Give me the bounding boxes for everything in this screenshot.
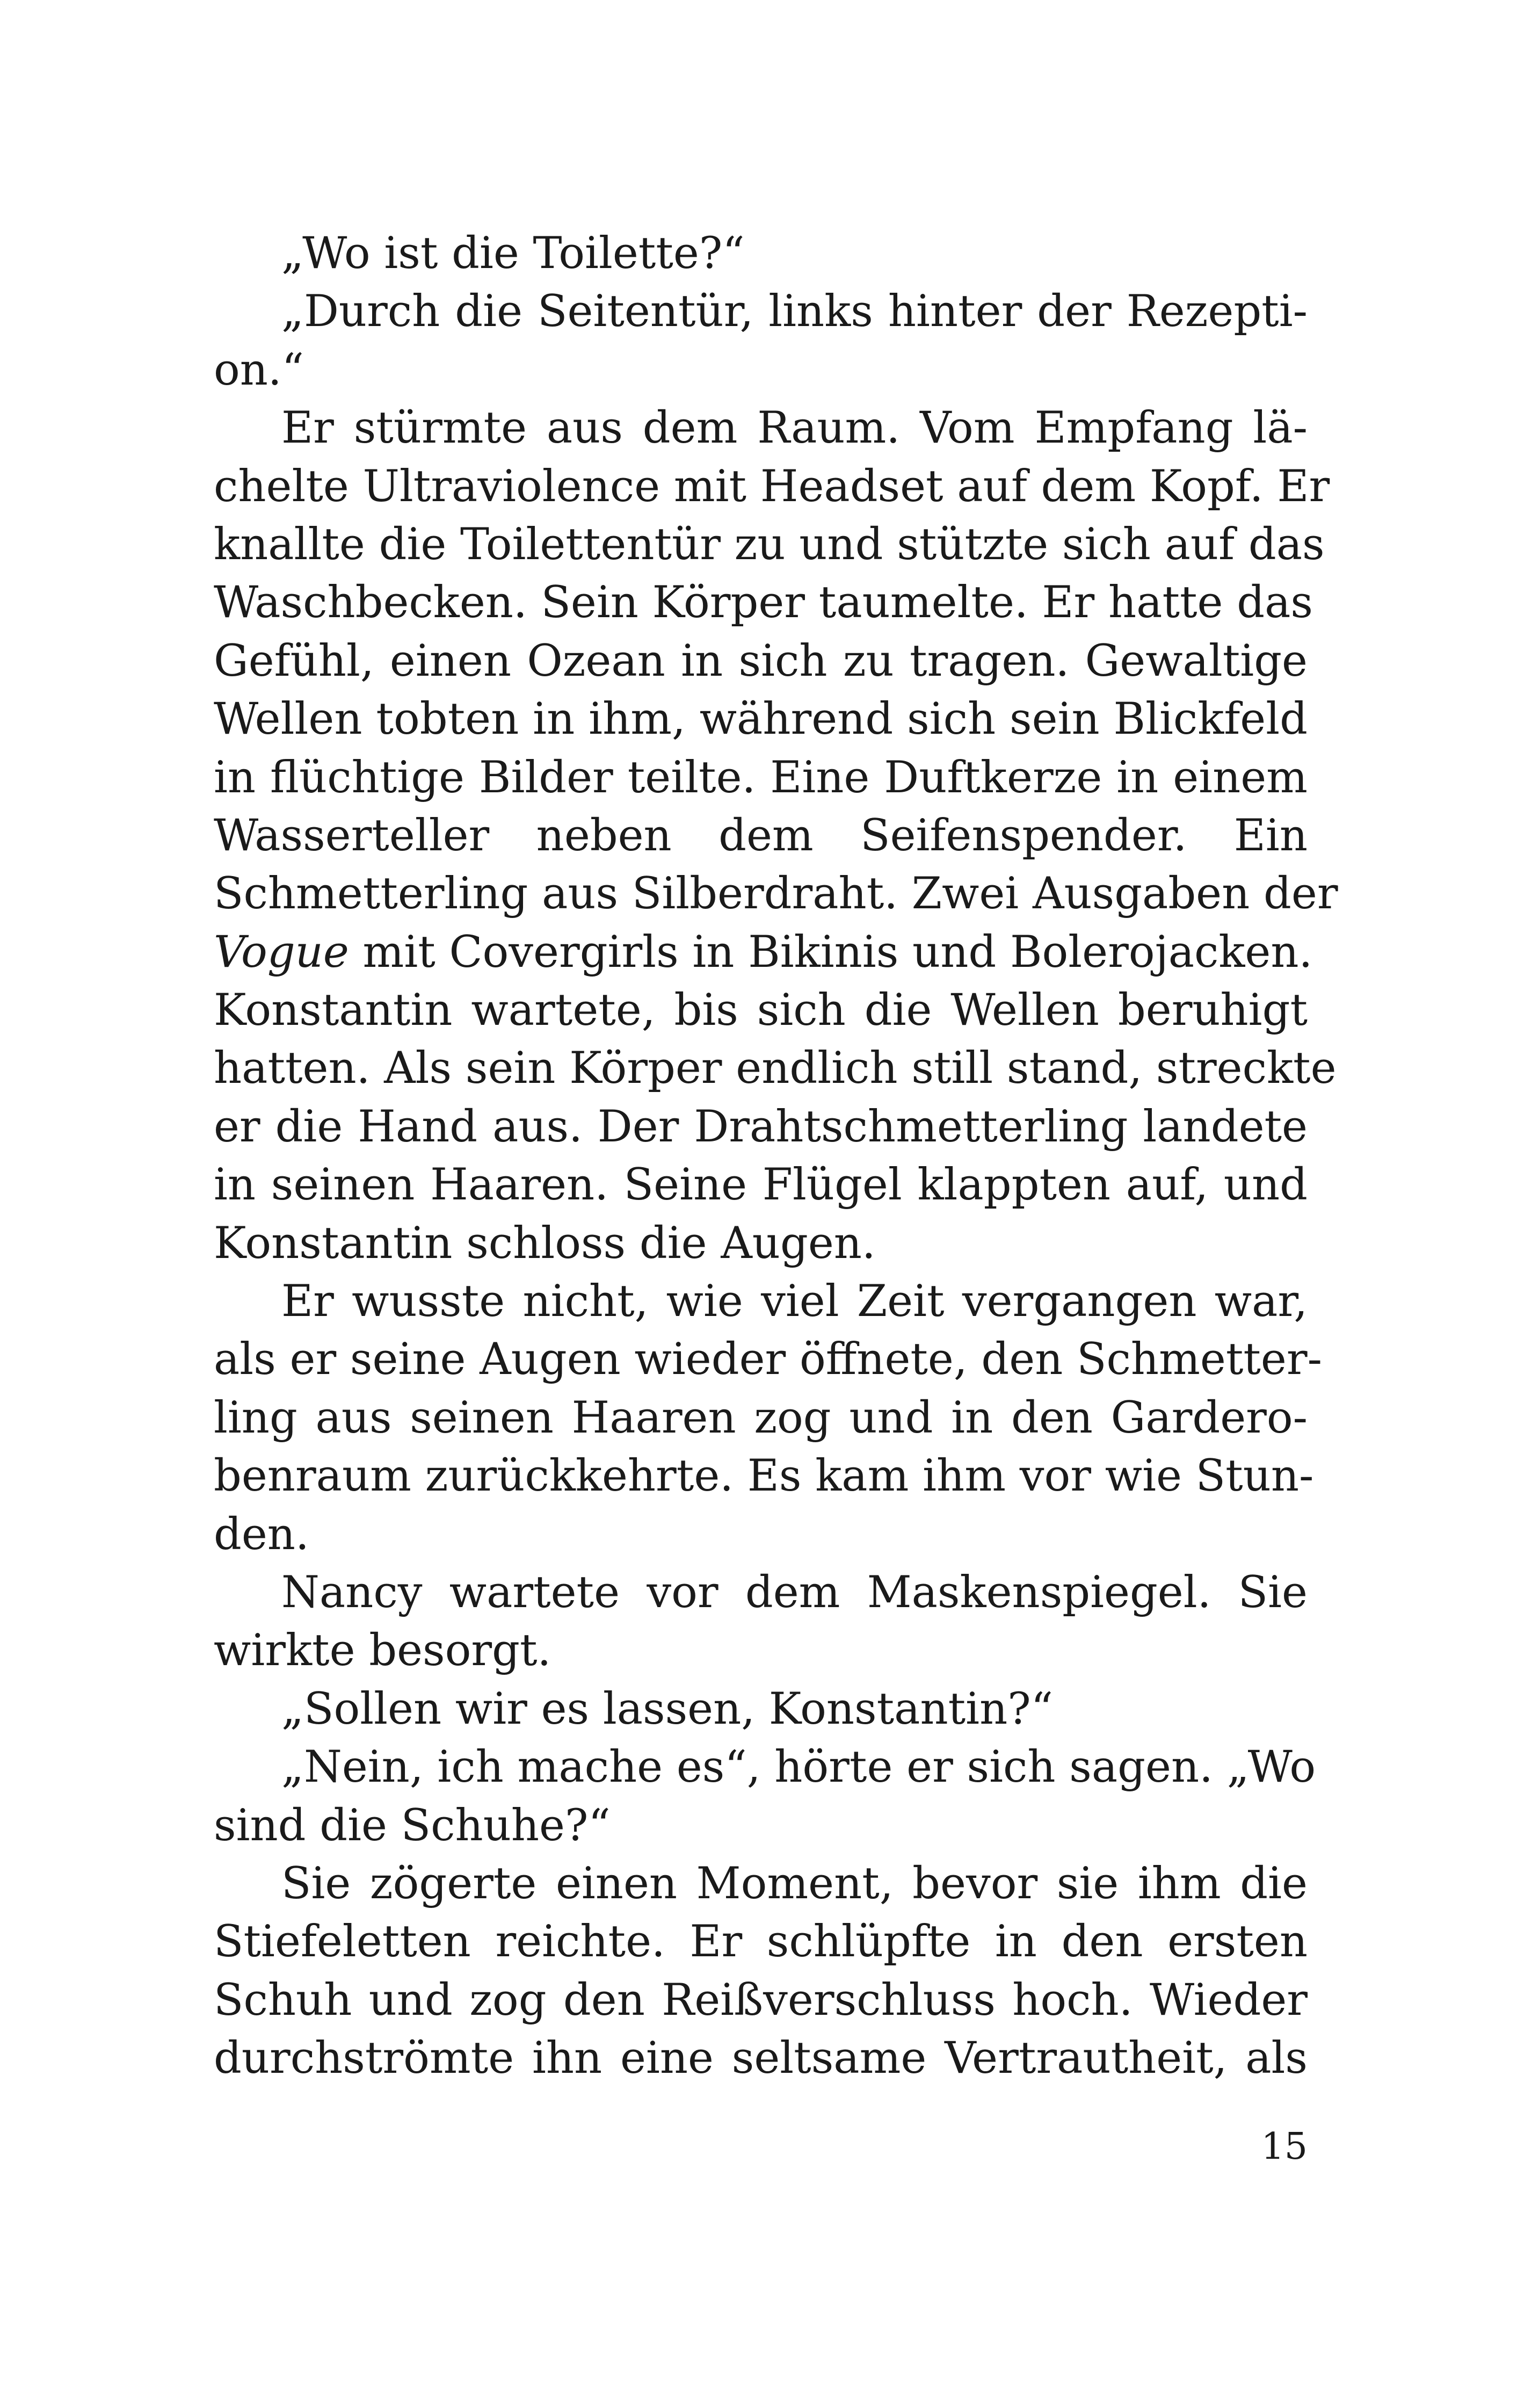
text-line: chelte Ultraviolence mit Headset auf dem Kopf. Er <box>214 461 1330 512</box>
text-line: in flüchtige Bilder teilte. Eine Duftkerze in einem <box>214 752 1308 803</box>
italic-title: Vogue <box>214 927 349 978</box>
text-line: Schmetterling aus Silberdraht. Zwei Ausgaben der <box>214 869 1338 920</box>
text-line: knallte die Toilettentür zu und stützte sich auf das <box>214 519 1325 570</box>
text-line: „Wo ist die Toilette?“ <box>281 228 745 279</box>
text-line: Wellen tobten in ihm, während sich sein Blickfeld <box>214 694 1308 745</box>
text-line: Waschbecken. Sein Körper taumelte. Er hatte das <box>214 577 1313 628</box>
text-line: hatten. Als sein Körper endlich still stand, streckte <box>214 1043 1337 1094</box>
text-line: Stiefeletten reichte. Er schlüpfte in den ersten <box>214 1917 1308 1968</box>
text-line: „Nein, ich mache es“, hörte er sich sagen. „Wo <box>281 1742 1316 1793</box>
text-line: „Sollen wir es lassen, Konstantin?“ <box>281 1683 1054 1734</box>
text-line: Wasserteller neben dem Seifenspender. Ein <box>214 810 1308 861</box>
text-line: on.“ <box>214 344 304 395</box>
text-line: er die Hand aus. Der Drahtschmetterling landete <box>214 1101 1308 1152</box>
text-line: Konstantin schloss die Augen. <box>214 1218 876 1269</box>
text-line: Sie zögerte einen Moment, bevor sie ihm die <box>281 1858 1308 1909</box>
text-line: Er wusste nicht, wie viel Zeit vergangen war, <box>281 1276 1308 1327</box>
page-number: 15 <box>1261 2125 1308 2168</box>
text-line: benraum zurückkehrte. Es kam ihm vor wie Stun- <box>214 1451 1314 1502</box>
text-line: Nancy wartete vor dem Maskenspiegel. Sie <box>281 1567 1308 1618</box>
body-text <box>214 225 1338 2088</box>
text-line: als er seine Augen wieder öffnete, den Schmetter- <box>214 1334 1322 1385</box>
text-line: „Durch die Seitentür, links hinter der Rezepti- <box>281 286 1308 337</box>
line-text: mit Covergirls in Bikinis und Bolerojacken. <box>362 927 1313 978</box>
text-line: Konstantin wartete, bis sich die Wellen beruhigt <box>214 985 1308 1036</box>
text-line: sind die Schuhe?“ <box>214 1800 611 1851</box>
text-line: in seinen Haaren. Seine Flügel klappten auf, und <box>214 1160 1308 1211</box>
text-line: wirkte besorgt. <box>214 1625 551 1676</box>
text-line <box>214 923 1313 981</box>
text-line: durchströmte ihn eine seltsame Vertrautheit, als <box>214 2033 1308 2084</box>
text-line: ling aus seinen Haaren zog und in den Gardero- <box>214 1392 1308 1443</box>
text-line: Gefühl, einen Ozean in sich zu tragen. Gewaltige <box>214 635 1308 686</box>
text-line: Schuh und zog den Reißverschluss hoch. Wieder <box>214 1975 1308 2026</box>
text-line: Er stürmte aus dem Raum. Vom Empfang lä- <box>281 403 1308 454</box>
text-line: den. <box>214 1509 309 1560</box>
